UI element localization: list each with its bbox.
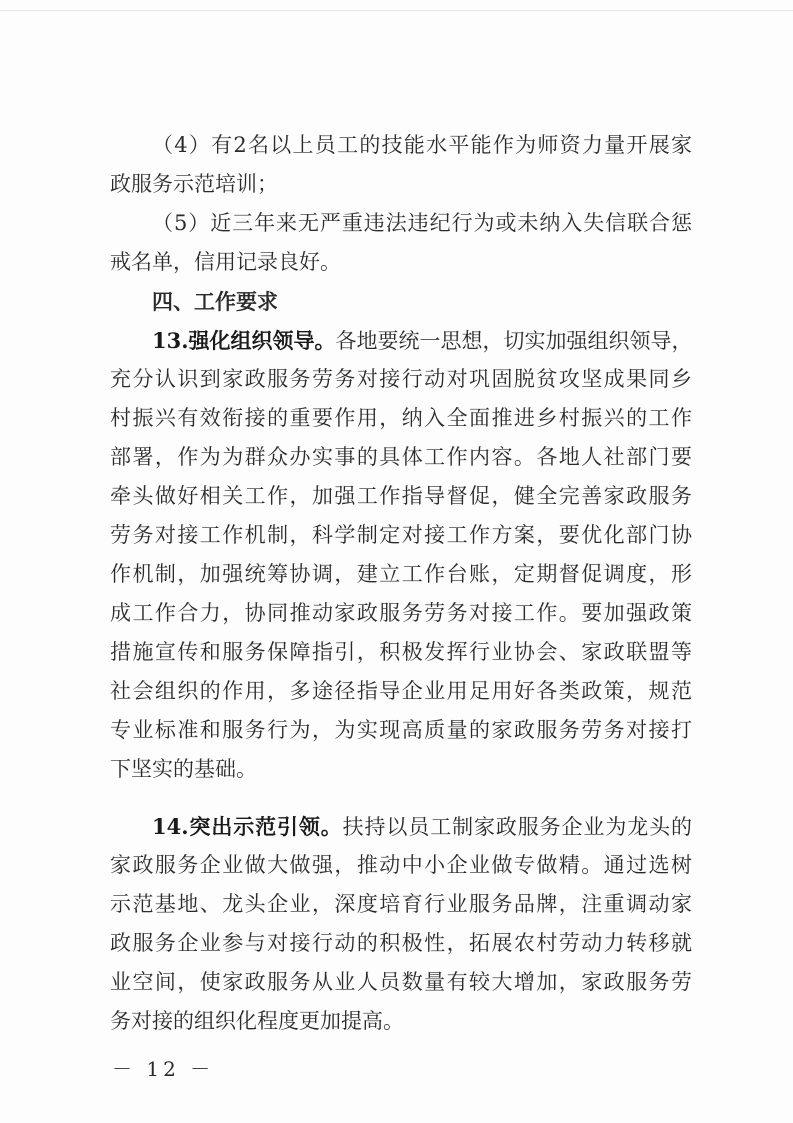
para-14-line: 家政服务企业做大做强，推动中小企业做专做精。通过选树 [110, 853, 692, 877]
item-5-line-1: （5）近三年来无严重违法违纪行为或未纳入失信联合惩 [152, 211, 692, 235]
para-13-line: 作机制，加强统筹协调，建立工作台账，定期督促调度，形 [110, 562, 692, 586]
para-14-line: 政服务企业参与对接行动的积极性，拓展农村劳动力转移就 [110, 931, 692, 955]
para-13-line: 社会组织的作用，多途径指导企业用足用好各类政策，规范 [110, 679, 692, 703]
para-13-line: 劳务对接工作机制，科学制定对接工作方案，要优化部门协 [110, 523, 692, 547]
para-13-line: 充分认识到家政服务劳务对接行动对巩固脱贫攻坚成果同乡 [110, 367, 692, 391]
page-number: － 12 － [112, 1057, 215, 1081]
scan-edge-line [0, 10, 793, 11]
para-13-line: 牵头做好相关工作，加强工作指导督促，健全完善家政服务 [110, 484, 692, 508]
para-13-line-1 [110, 321, 692, 360]
item-4-line-1: （4）有2名以上员工的技能水平能作为师资力量开展家 [152, 133, 692, 157]
para-13-line: 村振兴有效衔接的重要作用，纳入全面推进乡村振兴的工作 [110, 406, 692, 430]
para-13-first-text: 各地要统一思想，切实加强组织领导， [335, 329, 693, 353]
para-13-line: 专业标准和服务行为，为实现高质量的家政服务劳务对接打 [110, 718, 692, 742]
para-13-line: 下坚实的基础。 [110, 757, 257, 781]
para-14-line: 业空间，使家政服务从业人员数量有较大增加，家政服务劳 [110, 970, 692, 994]
para-13-line: 成工作合力，协同推动家政服务劳务对接工作。要加强政策 [110, 601, 692, 625]
item-5-line-2: 戒名单，信用记录良好。 [110, 250, 341, 274]
para-14-first-text: 扶持以员工制家政服务企业为龙头的 [342, 815, 692, 839]
section-heading: 四、工作要求 [152, 289, 278, 314]
para-13-title: 13.强化组织领导。 [152, 328, 336, 353]
body-text-block-2 [110, 807, 692, 1041]
para-14-line-1 [110, 807, 692, 846]
para-14-line: 示范基地、龙头企业，深度培育行业服务品牌，注重调动家 [110, 892, 692, 916]
para-13-line: 措施宣传和服务保障指引，积极发挥行业协会、家政联盟等 [110, 640, 692, 664]
para-14-title: 14.突出示范引领。 [152, 814, 343, 839]
para-13-line: 部署，作为为群众办实事的具体工作内容。各地人社部门要 [110, 445, 692, 469]
item-4-line-2: 政服务示范培训； [110, 172, 278, 196]
body-text-block-1 [110, 126, 692, 789]
para-14-line: 务对接的组织化程度更加提高。 [110, 1009, 404, 1033]
